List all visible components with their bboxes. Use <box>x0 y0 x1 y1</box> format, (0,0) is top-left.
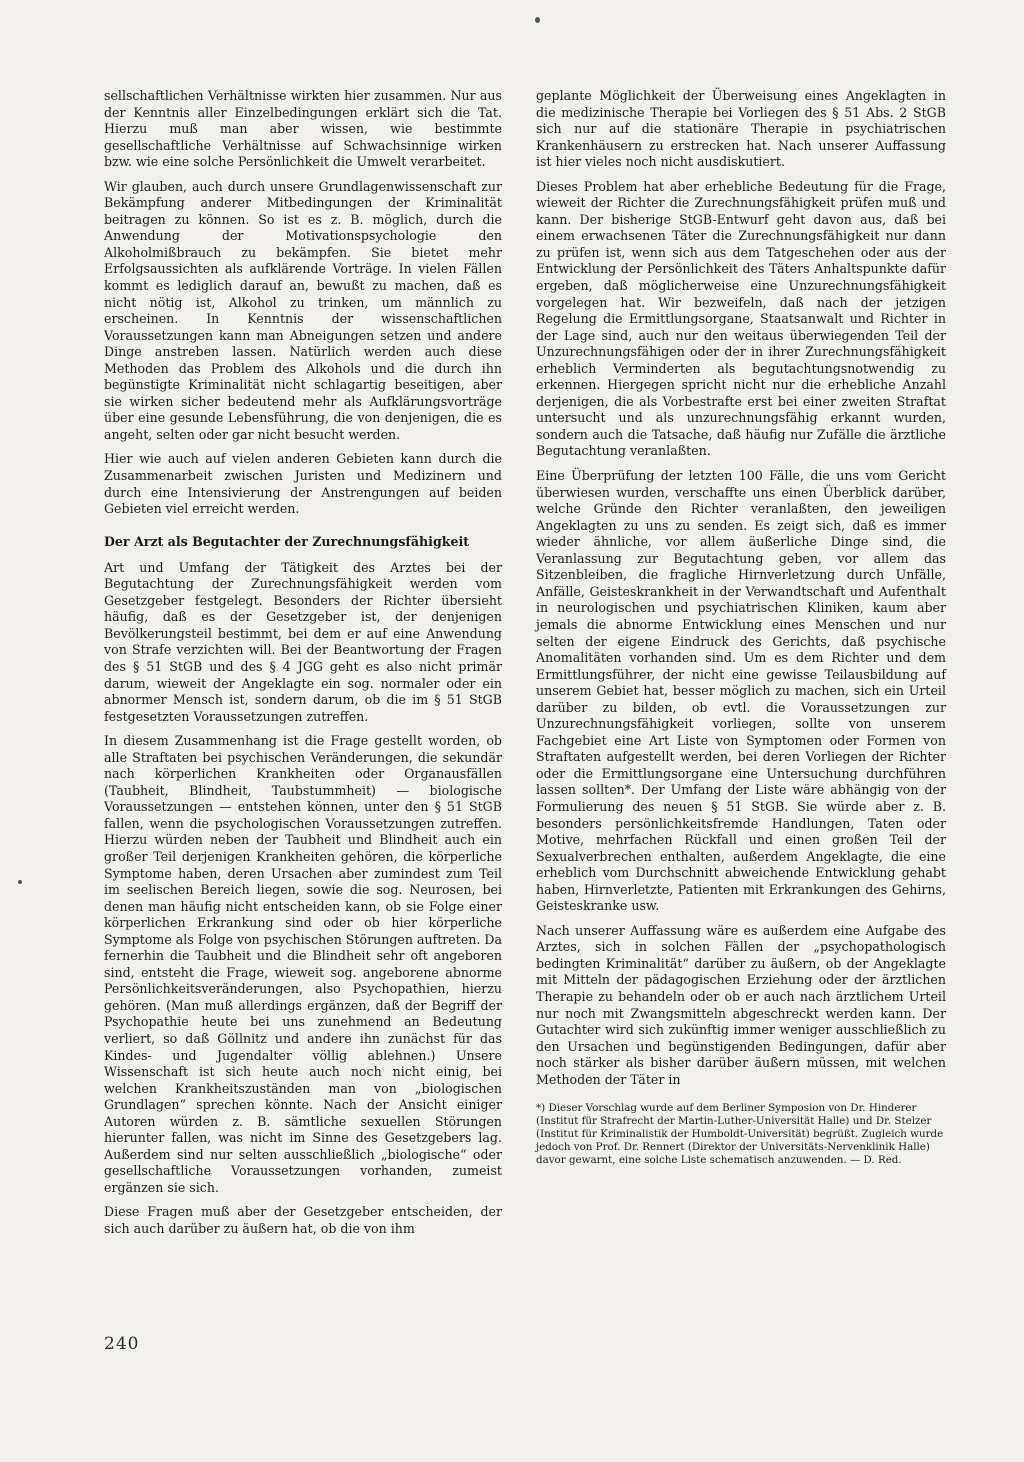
print-speck <box>535 17 540 23</box>
paragraph: Hier wie auch auf vielen anderen Gebieten kann durch die Zusammenarbeit zwischen Juristen und Medizinern und durch eine Intensivierung der Anstrengungen auf beiden Gebieten viel erreicht werden. <box>104 451 502 517</box>
footnote: *) Dieser Vorschlag wurde auf dem Berliner Symposion von Dr. Hinderer (Institut für Strafrecht der Martin-Luther-Universität Halle) und Dr. Stelzer (Institut für Kriminalistik der Humboldt-Universität) begrüßt. Zugleich wurde jedoch von Prof. Dr. Rennert (Direktor der Universitäts-Nervenklinik Halle) davor gewarnt, eine solche Liste schematisch anzuwenden. — D. Red. <box>536 1102 944 1167</box>
print-speck <box>18 880 22 884</box>
paragraph: Eine Überprüfung der letzten 100 Fälle, die uns vom Gericht überwiesen wurden, verschaffte uns einen Überblick darüber, welche Gründe den Richter veranlaßten, den jeweiligen Angeklagten zu uns zu senden. Es zeigt sich, daß es immer wieder ähnliche, vor allem äußerliche Dinge sind, die Veranlassung zur Begutachtung geben, vor allem das Sitzenbleiben, die fragliche Hirnverletzung durch Unfälle, Anfälle, Geisteskrankheit in der Verwandtschaft und Aufenthalt in neurologischen und psychiatrischen Kliniken, kaum aber jemals die abnorme Entwicklung eines Menschen und nur selten der eigene Eindruck des Gerichts, daß psychische Anomalitäten vorhanden sind. Um es dem Richter und dem Ermittlungsführer, der nicht eine gewisse Teilausbildung auf unserem Gebiet hat, besser möglich zu machen, sich ein Urteil darüber zu bilden, ob evtl. die Voraussetzungen zur Unzurechnungsfähigkeit vorliegen, sollte von unserem Fachgebiet eine Art Liste von Symptomen oder Formen von Straftaten aufgestellt werden, bei deren Vorliegen der Richter oder die Ermittlungsorgane eine Untersuchung durchführen lassen sollten*. Der Umfang der Liste wäre abhängig von der Formulierung des neuen § 51 StGB. Sie würde aber z. B. besonders persönlichkeitsfremde Handlungen, Taten oder Motive, mehrfachen Rückfall und einen großen Teil der Sexualverbrechen enthalten, außerdem Angeklagte, die eine erheblich vom Durchschnitt abweichende Entwicklung gehabt haben, Hirnverletzte, Patienten mit Erkrankungen des Gehirns, Geisteskranke usw. <box>536 468 946 914</box>
left-column <box>104 88 502 1246</box>
paragraph: geplante Möglichkeit der Überweisung eines Angeklagten in die medizinische Therapie bei Vorliegen des § 51 Abs. 2 StGB sich nur auf die stationäre Therapie in psychiatrischen Krankenhäusern zu erstrecken hat. Nach unserer Auffassung ist hier vieles noch nicht ausdiskutiert. <box>536 88 946 170</box>
paragraph: Art und Umfang der Tätigkeit des Arztes bei der Begutachtung der Zurechnungsfähigkeit werden vom Gesetzgeber festgelegt. Besonders der Richter übersieht häufig, daß es der Gesetzgeber ist, der denjenigen Bevölkerungsteil bestimmt, bei dem er auf eine Anwendung von Strafe verzichten will. Bei der Beantwortung der Fragen des § 51 StGB und des § 4 JGG geht es also nicht primär darum, wieweit der Angeklagte ein sog. normaler oder ein abnormer Mensch ist, sondern darum, ob die im § 51 StGB festgesetzten Voraussetzungen zutreffen. <box>104 559 502 724</box>
paragraph: Nach unserer Auffassung wäre es außerdem eine Aufgabe des Arztes, sich in solchen Fällen der „psychopathologisch bedingten Kriminalität“ darüber zu äußern, ob der Angeklagte mit Mitteln der pädagogischen Erziehung oder der ärztlichen Therapie zu behandeln oder ob er auch nach ärztlichem Urteil nur noch mit Zwangsmitteln abgeschreckt werden kann. Der Gutachter wird sich zukünftig immer weniger ausschließlich zu den Ursachen und begünstigenden Bedingungen, dafür aber noch stärker als bisher darüber äußern müssen, mit welchen Methoden der Täter in <box>536 922 946 1087</box>
paragraph: sellschaftlichen Verhältnisse wirkten hier zusammen. Nur aus der Kenntnis aller Einzelbedingungen erklärt sich die Tat. Hierzu muß man aber wissen, wie bestimmte gesellschaftliche Verhältnisse auf Schwachsinnige wirken bzw. wie eine solche Persönlichkeit die Umwelt verarbeitet. <box>104 88 502 170</box>
paragraph: Dieses Problem hat aber erhebliche Bedeutung für die Frage, wieweit der Richter die Zurechnungsfähigkeit prüfen muß und kann. Der bisherige StGB-Entwurf geht davon aus, daß bei einem erwachsenen Täter die Zurechnungsfähigkeit nur dann zu prüfen ist, wenn sich aus dem Tatgeschehen oder aus der Entwicklung der Persönlichkeit des Täters Anhaltspunkte dafür ergeben, daß möglicherweise eine Unzurechnungsfähigkeit vorgelegen hat. Wir bezweifeln, daß nach der jetzigen Regelung die Ermittlungsorgane, Staatsanwalt und Richter in der Lage sind, auch nur den weitaus überwiegenden Teil der Unzurechnungsfähigen oder der in ihrer Zurechnungsfähigkeit erheblich Verminderten als begutachtungsnotwendig zu erkennen. Hiergegen spricht nicht nur die erhebliche Anzahl derjenigen, die als Vorbestrafte erst bei einer zweiten Straftat untersucht und als unzurechnungsfähig erkannt wurden, sondern auch die Tatsache, daß häufig nur Zufälle die ärztliche Begutachtung veranlaßten. <box>536 178 946 459</box>
page-number: 240 <box>104 1334 140 1354</box>
paragraph: Diese Fragen muß aber der Gesetzgeber entscheiden, der sich auch darüber zu äußern hat, ob die von ihm <box>104 1204 502 1236</box>
right-column <box>536 88 946 1167</box>
paragraph: Wir glauben, auch durch unsere Grundlagenwissenschaft zur Bekämpfung anderer Mitbedingungen der Kriminalität beitragen zu können. So ist es z. B. möglich, durch die Anwendung der Motivationspsychologie den Alkoholmißbrauch zu bekämpfen. Sie bietet mehr Erfolgsaussichten als aufklärende Vorträge. In vielen Fällen kommt es lediglich darauf an, bewußt zu machen, daß es nicht nötig ist, Alkohol zu trinken, um männlich zu erscheinen. In Kenntnis der wissenschaftlichen Voraussetzungen kann man Abneigungen setzen und andere Dinge anstreben lassen. Natürlich werden auch diese Methoden das Problem des Alkohols und die durch ihn begünstigte Kriminalität nicht schlagartig beseitigen, aber sie wirken sicher bedeutend mehr als Aufklärungsvorträge über eine gesunde Lebensführung, die von denjenigen, die es angeht, selten oder gar nicht besucht werden. <box>104 178 502 442</box>
section-heading: Der Arzt als Begutachter der Zurechnungsfähigkeit <box>104 533 470 549</box>
paragraph: In diesem Zusammenhang ist die Frage gestellt worden, ob alle Straftaten bei psychischen Veränderungen, die sekundär nach körperlichen Krankheiten oder Organausfällen (Taubheit, Blindheit, Taubstummheit) — biologische Voraussetzungen — entstehen können, unter den § 51 StGB fallen, wenn die psychologischen Voraussetzungen zutreffen. Hierzu würden neben der Taubheit und Blindheit auch ein großer Teil derjenigen Krankheiten gehören, die körperliche Symptome haben, deren Ursachen aber zumindest zum Teil im seelischen Bereich liegen, sowie die sog. Neurosen, bei denen man häufig nicht entscheiden kann, ob sie Folge einer körperlichen Erkrankung sind oder ob hier körperliche Symptome als Folge von psychischen Störungen auftreten. Da fernerhin die Taubheit und die Blindheit sehr oft angeboren sind, entsteht die Frage, wieweit sog. angeborene abnorme Persönlichkeitsveränderungen, also Psychopathien, hierzu gehören. (Man muß allerdings ergänzen, daß der Begriff der Psychopathie heute bei uns zunehmend an Bedeutung verliert, so daß Göllnitz und andere ihn zunächst für das Kindes- und Jugendalter völlig ablehnen.) Unsere Wissenschaft ist sich heute auch noch nicht einig, bei welchen Krankheitszuständen man von „biologischen Grundlagen“ sprechen könnte. Nach der Ansicht einiger Autoren würden z. B. sämtliche sexuellen Störungen hierunter fallen, was nicht im Sinne des Gesetzgebers lag. Außerdem sind nur selten ausschließlich „biologische“ oder gesellschaftliche Voraussetzungen vorhanden, zumeist ergänzen sie sich. <box>104 733 502 1195</box>
